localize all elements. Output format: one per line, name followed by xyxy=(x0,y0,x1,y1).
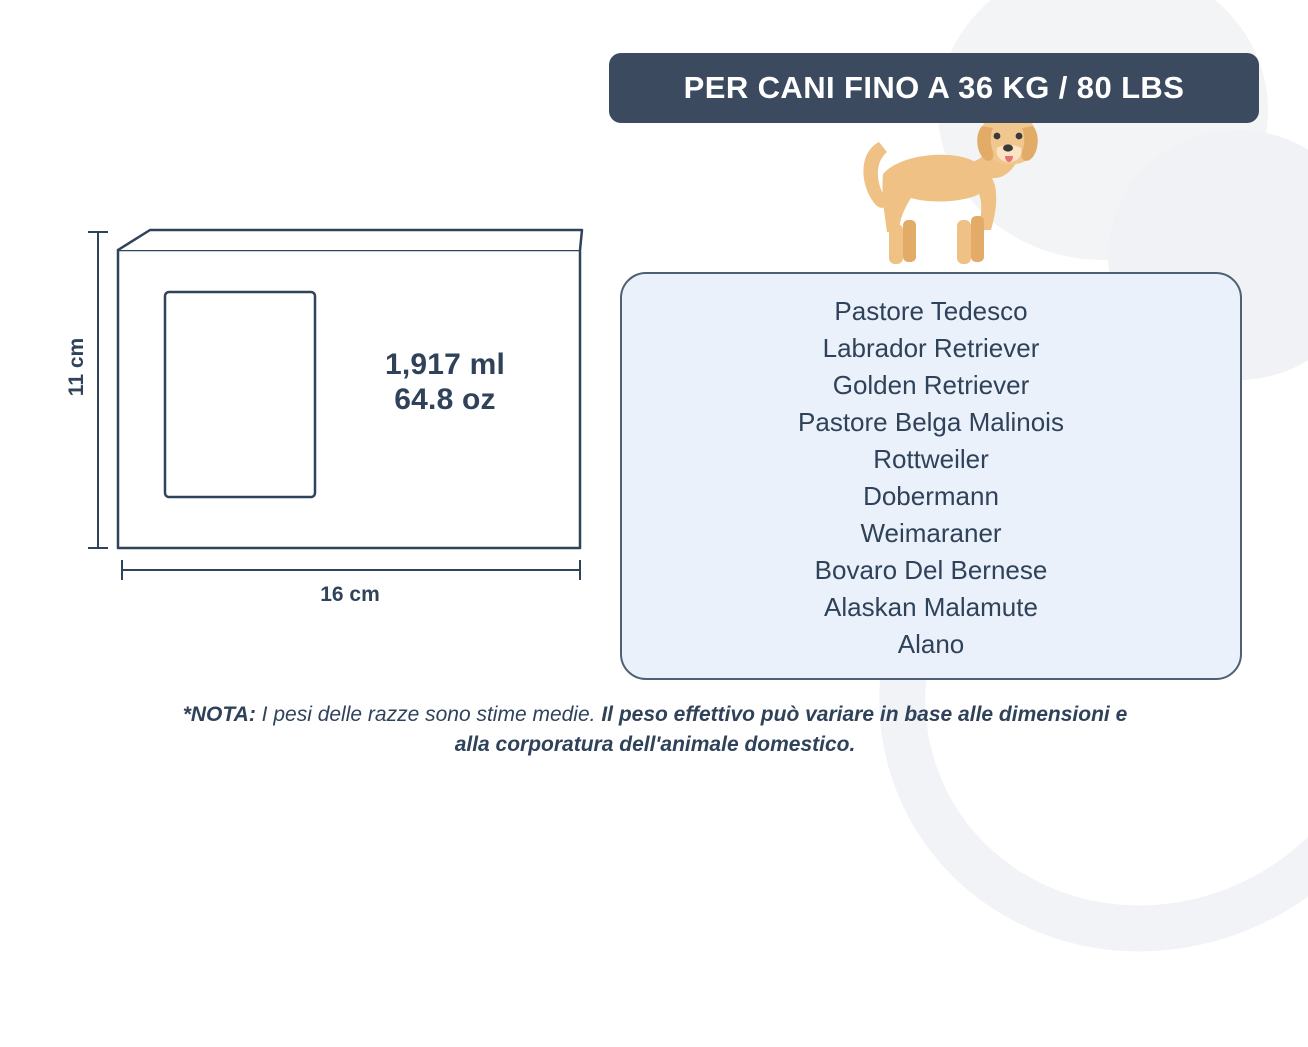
list-item: Dobermann xyxy=(863,481,999,511)
list-item: Golden Retriever xyxy=(832,370,1030,400)
list-item: Pastore Tedesco xyxy=(834,296,1028,326)
volume-label xyxy=(330,348,560,417)
list-item: Bovaro Del Bernese xyxy=(814,555,1048,585)
footnote-bold-tail: Il peso effettivo può variare in base alle dimensioni e alla corporatura dell'animale domestico. xyxy=(454,703,1128,756)
list-item: Rottweiler xyxy=(873,444,989,474)
breeds-list-card xyxy=(620,272,1242,680)
golden-retriever-icon xyxy=(845,112,1045,277)
dog-illustration-svg xyxy=(845,112,1045,277)
list-item: Alaskan Malamute xyxy=(824,592,1038,622)
volume-ml: 1,917 ml xyxy=(384,348,506,381)
list-item: Weimaraner xyxy=(860,518,1002,548)
width-dimension-label: 16 cm xyxy=(320,583,380,606)
header-title: PER CANI FINO A 36 KG / 80 LBS xyxy=(683,70,1185,105)
list-item: Alano xyxy=(897,629,965,659)
header-banner xyxy=(609,53,1259,123)
list-item: Labrador Retriever xyxy=(822,333,1040,363)
footnote-prefix: *NOTA: xyxy=(182,703,256,726)
footnote-text: I pesi delle razze sono stime medie. xyxy=(255,703,602,726)
height-dimension-label: 11 cm xyxy=(65,337,89,397)
footnote xyxy=(180,700,1130,760)
volume-oz: 64.8 oz xyxy=(394,382,496,416)
list-item: Pastore Belga Malinois xyxy=(798,407,1064,437)
box-diagram xyxy=(0,0,610,700)
